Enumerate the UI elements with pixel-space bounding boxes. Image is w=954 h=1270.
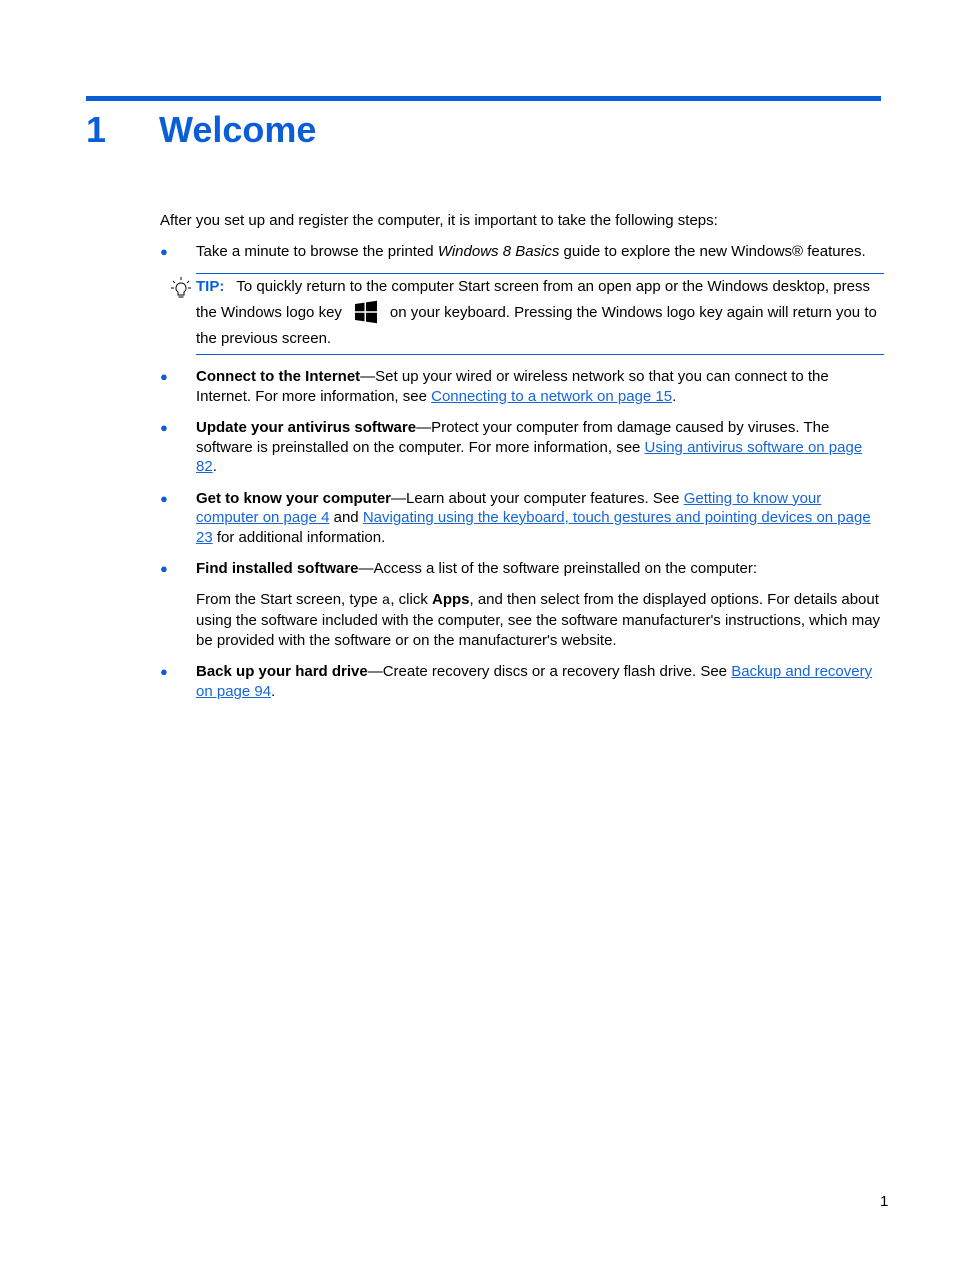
bullet-icon: ●	[160, 420, 168, 435]
link-antivirus-software[interactable]: Using antivirus software on page 82	[196, 438, 863, 475]
chapter-number: 1	[86, 109, 107, 150]
link-getting-to-know[interactable]: Getting to know your computer on page 4	[196, 489, 822, 526]
link-backup-recovery[interactable]: Backup and recovery on page 94	[196, 663, 873, 700]
lightbulb-icon	[170, 276, 192, 300]
list-item	[160, 418, 884, 477]
page-number: 1	[880, 1193, 889, 1210]
chapter-rule	[86, 96, 881, 101]
tip-text-end: on your keyboard. Pressing the Windows logo key again will return you to the previous screen.	[196, 304, 877, 347]
step-text: Connect to the Internet—Set up your wired or wireless network so that you can connect to the Internet. For more information, see Connecting to a network on page 15.	[196, 368, 829, 405]
list-item	[160, 242, 884, 262]
link-connecting-network[interactable]: Connecting to a network on page 15	[431, 387, 673, 405]
step-text: Take a minute to browse the printed Windows 8 Basics guide to explore the new Windows® features.	[196, 242, 866, 260]
chapter-title: Welcome	[159, 109, 317, 150]
document-body	[160, 211, 884, 701]
intro-paragraph: After you set up and register the computer, it is important to take the following steps:	[160, 212, 718, 229]
bullet-icon: ●	[160, 243, 168, 259]
list-item	[160, 662, 884, 701]
bullet-icon: ●	[160, 369, 168, 384]
bullet-icon: ●	[160, 561, 168, 576]
step-text: Back up your hard drive—Create recovery discs or a recovery flash drive. See Backup and recovery on page 94.	[196, 663, 873, 700]
list-item	[160, 559, 884, 650]
bullet-icon: ●	[160, 664, 168, 679]
step-text: Find installed software—Access a list of the software preinstalled on the computer:	[196, 560, 758, 577]
tip-label: TIP:	[196, 278, 225, 295]
step-text: Get to know your computer—Learn about your computer features. See Getting to know your computer on page 4 and Navigating using the keyboard, touch gestures and pointing devices on page 23 for additional information.	[196, 489, 871, 546]
windows-logo-icon	[354, 300, 378, 324]
bullet-icon: ●	[160, 490, 168, 506]
tip-text: To quickly return to the computer Start screen from an open app or the Windows desktop, press the Windows logo key	[196, 278, 870, 321]
tip-box	[196, 273, 884, 355]
list-item	[160, 367, 884, 406]
step-text: Update your antivirus software—Protect your computer from damage caused by viruses. The software is preinstalled on the computer. For more information, see Using antivirus software on page 82.	[196, 419, 863, 475]
step-subtext: From the Start screen, type a, click Apps, and then select from the displayed options. For details about using the software included with the computer, see the software manufacturer's instructions, which may be provided with the software or on the manufacturer's website.	[196, 590, 881, 649]
link-navigating[interactable]: Navigating using the keyboard, touch gestures and pointing devices on page 23	[196, 509, 871, 546]
list-item	[160, 489, 884, 548]
